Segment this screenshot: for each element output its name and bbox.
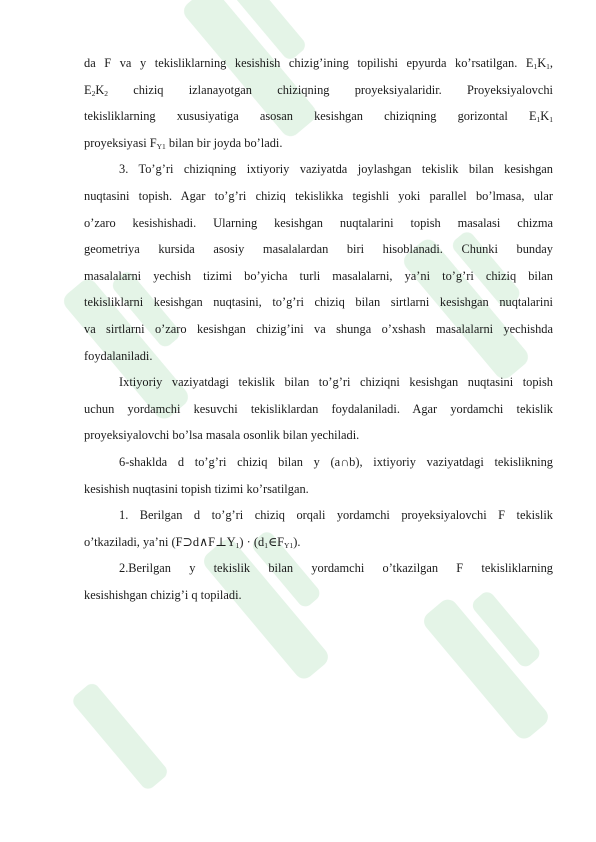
subscript: Y1	[284, 540, 294, 550]
text-line	[84, 502, 553, 529]
document-page	[84, 50, 553, 608]
text-run: nuqtasini topish. Agar to’g’ri chiziq tekislikka tegishli yoki parallel bo’lmasa, ular	[84, 188, 553, 203]
text-line	[84, 130, 553, 157]
paragraph	[84, 555, 553, 608]
subscript: 1	[264, 540, 268, 550]
text-run: ).	[293, 534, 301, 549]
text-run: ) · (d	[239, 534, 265, 549]
text-run: K	[540, 109, 550, 124]
text-run: uchun yordamchi kesuvchi tekisliklardan foydalaniladi. Agar yordamchi tekislik	[84, 401, 553, 416]
text-run: proyeksiyasi F	[84, 135, 157, 150]
text-line	[84, 396, 553, 423]
text-line	[84, 263, 553, 290]
text-run: chiziq izlanayotgan chiziqning proyeksiyalaridir. Proyeksiyalovchi	[108, 82, 553, 97]
text-line	[84, 449, 553, 476]
text-line	[84, 369, 553, 396]
text-line	[84, 156, 553, 183]
text-line	[84, 343, 553, 370]
text-run: tekisliklarning xususiyatiga asosan kesishgan chiziqning gorizontal E	[84, 109, 537, 124]
text-line	[84, 103, 553, 130]
text-line	[84, 183, 553, 210]
subscript: 1	[533, 62, 538, 71]
text-line	[84, 422, 553, 449]
subscript: 2	[91, 88, 96, 98]
text-run: masalalarni yechish tizimi bo’yicha turli masalalarni, ya’ni to’g’ri chiziq bilan	[84, 268, 553, 283]
subscript: 1	[536, 115, 541, 125]
paragraph	[84, 156, 553, 369]
text-line	[84, 529, 553, 556]
text-run: Ixtiyoriy vaziyatdagi tekislik bilan to’g’ri chiziqni kesishgan nuqtasini topish	[119, 375, 553, 390]
text-run: K	[537, 56, 547, 70]
paragraph	[84, 369, 553, 449]
subscript: Y1	[156, 141, 166, 151]
text-run: ,	[549, 56, 553, 70]
subscript: 2	[104, 88, 109, 98]
text-run: geometriya kursida asosiy masalalardan biri hisoblanadi. Chunki bunday	[84, 242, 553, 257]
text-run: E	[84, 82, 92, 97]
text-line	[84, 77, 553, 104]
subscript: 1	[235, 540, 240, 550]
text-run: foydalaniladi.	[84, 348, 153, 363]
subscript: 1	[546, 62, 550, 71]
text-run: tekisliklarni kesishgan nuqtasini, to’g’ri chiziq bilan sirtlarni kesishgan nuqtalarini	[84, 295, 553, 310]
text-run: ∈F	[267, 534, 285, 549]
text-line	[84, 236, 553, 263]
text-run: proyeksiyalovchi bo’lsa masala osonlik bilan yechiladi.	[84, 428, 360, 443]
text-run: o’zaro kesishishadi. Ularning kesishgan nuqtalarini topish masalasi chizma	[84, 215, 553, 230]
text-run: o’tkaziladi, ya’ni (F⊃d∧F⊥Y	[84, 534, 236, 549]
text-run: kesishishgan chizig’i q topiladi.	[84, 587, 242, 602]
paragraph	[84, 502, 553, 555]
paragraph	[84, 449, 553, 502]
text-run: 6-shaklda d to’g’ri chiziq bilan y (a∩b), ixtiyoriy vaziyatdagi tekislikning	[119, 454, 553, 469]
text-line	[84, 316, 553, 343]
text-line	[84, 582, 553, 609]
text-run: 3. To’g’ri chiziqning ixtiyoriy vaziyatda joylashgan tekislik bilan kesishgan	[119, 162, 553, 177]
text-run: da F va y tekisliklarning kesishish chizig’ining topilishi epyurda ko’rsatilgan. E	[84, 56, 534, 70]
text-line	[84, 210, 553, 237]
text-line	[84, 476, 553, 503]
text-line	[84, 289, 553, 316]
text-run: kesishish nuqtasini topish tizimi ko’rsatilgan.	[84, 481, 309, 496]
text-line	[84, 50, 553, 77]
text-run: 1. Berilgan d to’g’ri chiziq orqali yordamchi proyeksiyalovchi F tekislik	[119, 508, 553, 523]
text-run: bilan bir joyda bo’ladi.	[165, 135, 283, 150]
text-run: K	[95, 82, 105, 97]
text-run: 2.Berilgan y tekislik bilan yordamchi o’tkazilgan F tekisliklarning	[119, 561, 553, 576]
text-line	[84, 555, 553, 582]
subscript: 1	[549, 115, 553, 125]
paragraph	[84, 50, 553, 156]
text-run: va sirtlarni o’zaro kesishgan chizig’ini va shunga o’xshash masalalarni yechishda	[84, 321, 553, 336]
